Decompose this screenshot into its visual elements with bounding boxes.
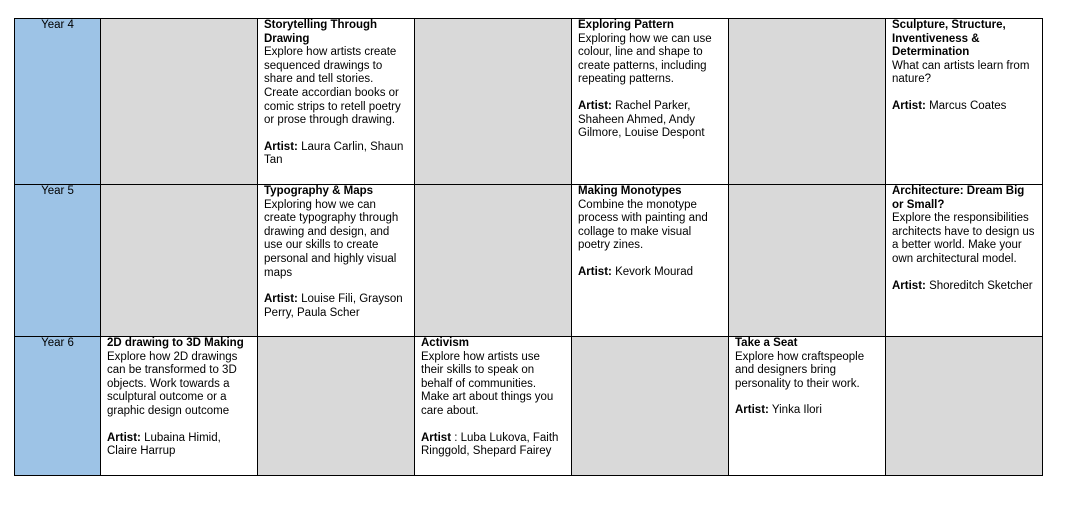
artist-names: Lubaina Himid, Claire Harrup	[107, 431, 221, 458]
artist-label: Artist:	[264, 140, 298, 153]
artist-label: Artist:	[264, 293, 298, 306]
unit-artists	[264, 293, 408, 320]
artist-names: Kevork Mourad	[615, 265, 694, 278]
unit-artists	[735, 404, 879, 418]
artist-names: Louise Fili, Grayson Perry, Paula Scher	[264, 293, 403, 319]
unit-title: 2D drawing to 3D Making	[107, 337, 244, 349]
unit-description: Explore how craftspeople and designers bring personality to their work.	[735, 350, 865, 390]
unit-artists	[107, 432, 251, 459]
table-row	[15, 337, 1043, 476]
unit-cell	[572, 19, 729, 185]
unit-description: Explore how artists use their skills to speak on behalf of communities. Make art about things you care about.	[421, 350, 554, 417]
artist-label: Artist:	[578, 99, 612, 112]
year-label: Year 6	[15, 337, 101, 476]
empty-cell	[886, 337, 1043, 476]
unit-title: Activism	[421, 337, 469, 349]
unit-description: What can artists learn from nature?	[892, 59, 1030, 86]
unit-artists	[892, 100, 1036, 114]
empty-cell	[101, 19, 258, 185]
artist-label: Artist:	[735, 404, 769, 417]
unit-title: Typography & Maps	[264, 185, 374, 197]
empty-cell	[415, 185, 572, 337]
unit-artists	[892, 280, 1036, 294]
unit-cell	[886, 185, 1043, 337]
unit-cell	[729, 337, 886, 476]
unit-title: Take a Seat	[735, 337, 798, 349]
unit-cell	[572, 185, 729, 337]
empty-cell	[729, 185, 886, 337]
artist-label: Artist:	[892, 99, 926, 112]
artist-names: Yinka Ilori	[771, 404, 822, 417]
unit-cell	[101, 337, 258, 476]
unit-title: Exploring Pattern	[578, 19, 674, 31]
artist-names: Rachel Parker, Shaheen Ahmed, Andy Gilmore, Louise Despont	[578, 99, 705, 140]
empty-cell	[729, 19, 886, 185]
unit-description: Explore the responsibilities architects have to design us a better world. Make your own architectural model.	[892, 212, 1035, 265]
table-row	[15, 19, 1043, 185]
artist-label: Artist:	[578, 265, 612, 278]
artist-names: Laura Carlin, Shaun Tan	[264, 140, 404, 167]
unit-title: Storytelling Through Drawing	[264, 19, 378, 45]
empty-cell	[258, 337, 415, 476]
unit-title: Sculpture, Structure, Inventiveness & Determination	[892, 19, 1006, 59]
unit-artists	[578, 266, 722, 280]
unit-description: Explore how 2D drawings can be transformed to 3D objects. Work towards a sculptural outcome or a graphic design outcome	[107, 350, 238, 417]
artist-label: Artist	[421, 431, 452, 444]
artist-label: Artist:	[107, 431, 141, 444]
unit-cell	[415, 337, 572, 476]
artist-label: Artist:	[892, 279, 926, 292]
curriculum-table	[14, 18, 1043, 476]
unit-artists	[264, 141, 408, 168]
unit-description: Exploring how we can use colour, line and shape to create patterns, including repeating patterns.	[578, 32, 712, 86]
empty-cell	[572, 337, 729, 476]
table-row	[15, 185, 1043, 337]
year-label: Year 5	[15, 185, 101, 337]
unit-artists	[421, 432, 565, 459]
unit-description: Explore how artists create sequenced drawings to share and tell stories. Create accordian books or comic strips to retell poetry or prose through drawing.	[264, 46, 401, 127]
unit-title: Making Monotypes	[578, 185, 682, 197]
artist-names: Marcus Coates	[929, 99, 1007, 112]
artist-names: Shoreditch Sketcher	[929, 279, 1033, 292]
unit-cell	[886, 19, 1043, 185]
unit-cell	[258, 185, 415, 337]
unit-description: Exploring how we can create typography through drawing and design, and use our skills to create personal and highly visual maps	[264, 198, 399, 279]
unit-title: Architecture: Dream Big or Small?	[892, 185, 1025, 211]
unit-cell	[258, 19, 415, 185]
empty-cell	[415, 19, 572, 185]
empty-cell	[101, 185, 258, 337]
artist-names: : Luba Lukova, Faith Ringgold, Shepard Fairey	[421, 431, 559, 458]
unit-artists	[578, 100, 722, 141]
unit-description: Combine the monotype process with painting and collage to make visual poetry zines.	[578, 198, 708, 252]
year-label: Year 4	[15, 19, 101, 185]
